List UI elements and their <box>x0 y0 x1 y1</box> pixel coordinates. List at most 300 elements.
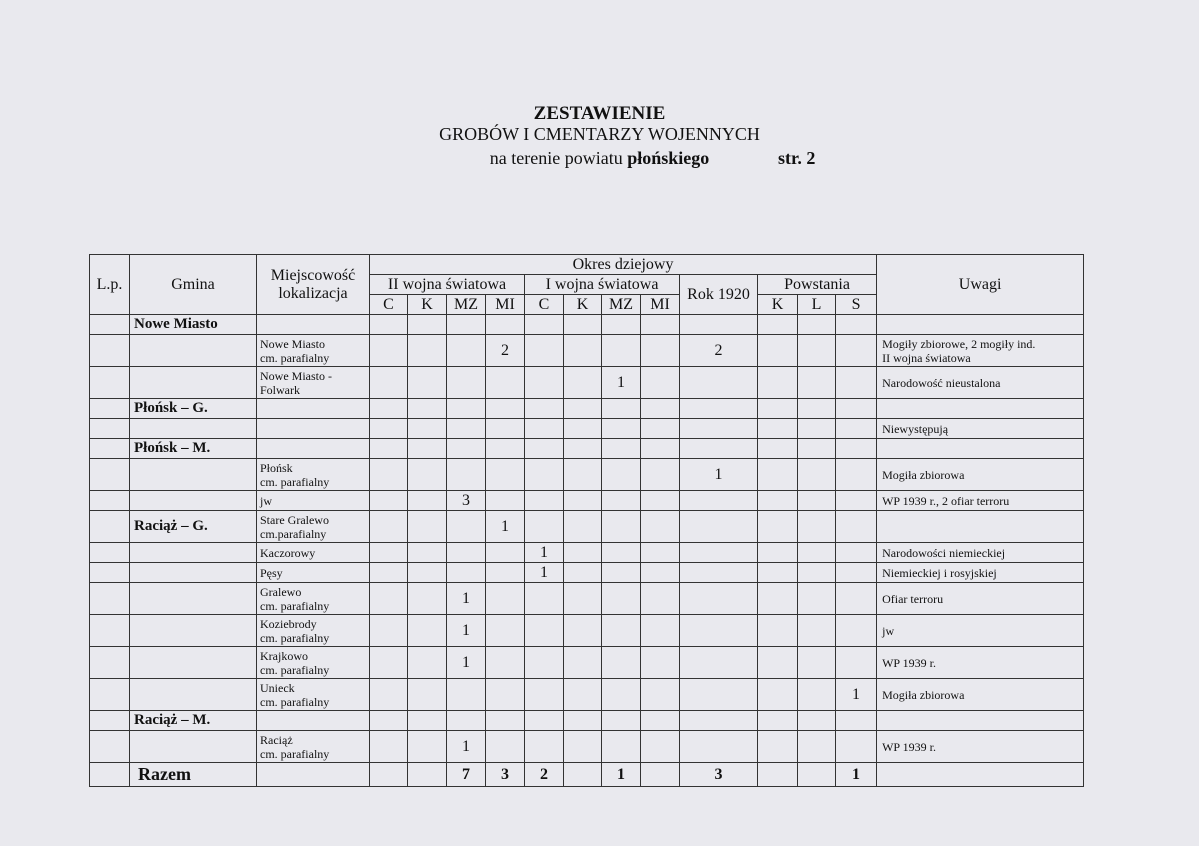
count-cell <box>641 491 680 511</box>
count-cell <box>798 335 836 367</box>
header-uwagi: Uwagi <box>877 255 1084 315</box>
count-cell <box>408 367 447 399</box>
total-count: 3 <box>486 763 525 787</box>
table-row <box>90 367 1084 399</box>
uwagi-line: Narodowości niemieckiej <box>882 545 1006 560</box>
count-cell <box>525 419 564 439</box>
count-cell: 1 <box>447 583 486 615</box>
empty-cell <box>447 315 486 335</box>
title-region-name: płońskiego <box>627 148 710 168</box>
title-region-prefix: na terenie powiatu <box>489 148 623 168</box>
count-cell <box>564 731 602 763</box>
count-cell <box>602 731 641 763</box>
empty-cell <box>486 711 525 731</box>
count-cell <box>758 679 798 711</box>
gmina-name: Płońsk – M. <box>130 439 257 459</box>
count-cell <box>408 583 447 615</box>
header-ww1-mz: MZ <box>602 295 641 315</box>
count-cell <box>798 731 836 763</box>
gmina-name: Płońsk – G. <box>130 399 257 419</box>
count-cell <box>486 367 525 399</box>
count-cell <box>758 615 798 647</box>
gmina-name <box>130 679 257 711</box>
empty-cell <box>564 439 602 459</box>
empty-cell <box>836 315 877 335</box>
header-ww1-k: K <box>564 295 602 315</box>
count-cell <box>758 491 798 511</box>
count-cell <box>370 511 408 543</box>
count-cell <box>564 647 602 679</box>
count-cell <box>370 583 408 615</box>
location-line: Nowe Miasto <box>260 336 325 351</box>
count-cell <box>408 335 447 367</box>
empty-cell <box>525 315 564 335</box>
empty-cell <box>370 711 408 731</box>
count-cell <box>758 543 798 563</box>
header-lp: L.p. <box>90 255 130 315</box>
count-cell <box>836 419 877 439</box>
lp-cell <box>90 335 130 367</box>
empty-cell <box>641 315 680 335</box>
total-count: 2 <box>525 763 564 787</box>
header-powstania-k: K <box>758 295 798 315</box>
count-cell <box>370 459 408 491</box>
count-cell: 1 <box>447 647 486 679</box>
table-row <box>90 679 1084 711</box>
count-cell <box>798 491 836 511</box>
count-cell: 1 <box>486 511 525 543</box>
count-cell <box>836 543 877 563</box>
count-cell <box>408 679 447 711</box>
total-count: 1 <box>836 763 877 787</box>
uwagi-line: Niemieckiej i rosyjskiej <box>882 565 997 580</box>
lp-cell <box>90 491 130 511</box>
uwagi-line: Mogiła zbiorowa <box>882 467 965 482</box>
count-cell <box>758 335 798 367</box>
count-cell <box>836 367 877 399</box>
location-line: Stare Gralewo <box>260 512 329 527</box>
location-cell <box>257 335 370 367</box>
count-cell <box>564 459 602 491</box>
uwagi-line: Mogiła zbiorowa <box>882 687 965 702</box>
count-cell <box>641 459 680 491</box>
count-cell <box>758 419 798 439</box>
gmina-name <box>130 615 257 647</box>
count-cell <box>447 335 486 367</box>
count-cell <box>602 647 641 679</box>
location-line: Nowe Miasto - <box>260 368 332 383</box>
gmina-name <box>130 543 257 563</box>
location-line: Folwark <box>260 382 300 397</box>
lp-cell <box>90 543 130 563</box>
count-cell <box>408 459 447 491</box>
gmina-name: Raciąż – M. <box>130 711 257 731</box>
count-cell <box>447 511 486 543</box>
location-line: Kaczorowy <box>260 545 316 560</box>
count-cell <box>370 647 408 679</box>
table-row <box>90 647 1084 679</box>
location-cell <box>257 563 370 583</box>
location-line: cm. parafialny <box>260 474 330 489</box>
count-cell <box>798 679 836 711</box>
total-count: 1 <box>602 763 641 787</box>
total-count <box>798 763 836 787</box>
count-cell <box>486 543 525 563</box>
uwagi-cell <box>877 335 1084 367</box>
uwagi-line: Narodowość nieustalona <box>882 375 1001 390</box>
count-cell <box>836 511 877 543</box>
count-cell <box>370 543 408 563</box>
header-okres: Okres dziejowy <box>370 255 877 275</box>
count-cell <box>641 563 680 583</box>
lp-cell <box>90 679 130 711</box>
count-cell <box>602 679 641 711</box>
table-row <box>90 563 1084 583</box>
empty-cell <box>408 711 447 731</box>
empty-cell <box>877 763 1084 787</box>
empty-cell <box>257 399 370 419</box>
count-cell <box>447 367 486 399</box>
table-row <box>90 615 1084 647</box>
uwagi-cell <box>877 563 1084 583</box>
location-line: Raciąż <box>260 732 293 747</box>
count-cell <box>680 491 758 511</box>
count-cell <box>447 563 486 583</box>
table-row <box>90 583 1084 615</box>
count-cell <box>836 335 877 367</box>
empty-cell <box>447 711 486 731</box>
empty-cell <box>408 399 447 419</box>
count-cell <box>564 563 602 583</box>
title-subtitle: GROBÓW I CMENTARZY WOJENNYCH <box>439 124 760 144</box>
count-cell <box>758 459 798 491</box>
lp-cell <box>90 399 130 419</box>
uwagi-line: II wojna światowa <box>882 350 971 365</box>
gmina-name <box>130 367 257 399</box>
location-line: Unieck <box>260 680 295 695</box>
count-cell <box>370 335 408 367</box>
empty-cell <box>602 315 641 335</box>
location-cell <box>257 679 370 711</box>
empty-cell <box>602 399 641 419</box>
count-cell <box>836 731 877 763</box>
count-cell <box>408 419 447 439</box>
count-cell: 1 <box>525 543 564 563</box>
empty-cell <box>641 399 680 419</box>
empty-cell <box>408 439 447 459</box>
header-ww2-mz: MZ <box>447 295 486 315</box>
count-cell: 3 <box>447 491 486 511</box>
count-cell <box>564 491 602 511</box>
count-cell <box>836 491 877 511</box>
count-cell <box>486 563 525 583</box>
gmina-name <box>130 583 257 615</box>
title-region <box>0 148 1199 169</box>
lp-cell <box>90 647 130 679</box>
empty-cell <box>877 711 1084 731</box>
location-cell <box>257 459 370 491</box>
uwagi-line: Niewystępują <box>882 421 949 436</box>
header-ww2-k: K <box>408 295 447 315</box>
uwagi-line: WP 1939 r. <box>882 739 936 754</box>
table-row <box>90 399 1084 419</box>
empty-cell <box>641 439 680 459</box>
count-cell <box>525 731 564 763</box>
gmina-name <box>130 459 257 491</box>
count-cell <box>798 583 836 615</box>
header-ww1-mi: MI <box>641 295 680 315</box>
total-row <box>90 763 1084 787</box>
empty-cell <box>798 711 836 731</box>
count-cell <box>408 511 447 543</box>
empty-cell <box>447 439 486 459</box>
count-cell <box>525 615 564 647</box>
count-cell <box>758 563 798 583</box>
empty-cell <box>525 399 564 419</box>
empty-cell <box>680 399 758 419</box>
lp-cell <box>90 459 130 491</box>
count-cell <box>564 367 602 399</box>
count-cell <box>680 679 758 711</box>
count-cell <box>525 647 564 679</box>
count-cell <box>641 679 680 711</box>
empty-cell <box>602 439 641 459</box>
table-row <box>90 711 1084 731</box>
count-cell <box>602 563 641 583</box>
count-cell <box>525 459 564 491</box>
empty-cell <box>564 711 602 731</box>
count-cell <box>525 335 564 367</box>
header-rok1920: Rok 1920 <box>680 275 758 315</box>
count-cell <box>758 647 798 679</box>
count-cell <box>798 367 836 399</box>
total-label: Razem <box>130 763 257 787</box>
uwagi-cell <box>877 731 1084 763</box>
uwagi-line: WP 1939 r. <box>882 655 936 670</box>
count-cell <box>680 583 758 615</box>
count-cell <box>447 679 486 711</box>
count-cell <box>486 679 525 711</box>
header-powstania-l: L <box>798 295 836 315</box>
gmina-name <box>130 563 257 583</box>
count-cell <box>486 459 525 491</box>
lp-cell <box>90 763 130 787</box>
total-count: 3 <box>680 763 758 787</box>
location-line: Koziebrody <box>260 616 317 631</box>
count-cell <box>602 543 641 563</box>
empty-cell <box>486 399 525 419</box>
empty-cell <box>836 711 877 731</box>
count-cell <box>602 335 641 367</box>
count-cell <box>486 419 525 439</box>
empty-cell <box>758 439 798 459</box>
count-cell: 2 <box>486 335 525 367</box>
page-number: str. 2 <box>778 148 816 168</box>
count-cell <box>370 563 408 583</box>
count-cell <box>370 679 408 711</box>
count-cell <box>836 615 877 647</box>
empty-cell <box>486 315 525 335</box>
count-cell <box>798 511 836 543</box>
count-cell <box>370 419 408 439</box>
gmina-name <box>130 335 257 367</box>
count-cell <box>408 543 447 563</box>
count-cell <box>680 647 758 679</box>
count-cell <box>564 419 602 439</box>
location-line: cm. parafialny <box>260 694 330 709</box>
count-cell <box>525 367 564 399</box>
count-cell <box>486 731 525 763</box>
count-cell <box>641 511 680 543</box>
total-count <box>564 763 602 787</box>
count-cell <box>408 491 447 511</box>
count-cell: 2 <box>680 335 758 367</box>
count-cell <box>758 583 798 615</box>
location-cell <box>257 419 370 439</box>
gmina-name: Nowe Miasto <box>130 315 257 335</box>
empty-cell <box>680 439 758 459</box>
count-cell <box>798 615 836 647</box>
uwagi-cell <box>877 459 1084 491</box>
empty-cell <box>758 711 798 731</box>
empty-cell <box>758 399 798 419</box>
count-cell <box>680 731 758 763</box>
empty-cell <box>602 711 641 731</box>
count-cell <box>680 419 758 439</box>
location-line: cm. parafialny <box>260 630 330 645</box>
count-cell <box>798 543 836 563</box>
count-cell <box>564 615 602 647</box>
uwagi-cell <box>877 367 1084 399</box>
count-cell <box>525 679 564 711</box>
count-cell <box>758 731 798 763</box>
lp-cell <box>90 563 130 583</box>
header-ww1-c: C <box>525 295 564 315</box>
uwagi-line: Ofiar terroru <box>882 591 944 606</box>
empty-cell <box>370 399 408 419</box>
count-cell <box>447 543 486 563</box>
count-cell <box>641 615 680 647</box>
count-cell <box>408 731 447 763</box>
uwagi-line: WP 1939 r., 2 ofiar terroru <box>882 493 1010 508</box>
table-row <box>90 731 1084 763</box>
empty-cell <box>836 439 877 459</box>
count-cell <box>602 615 641 647</box>
count-cell <box>836 563 877 583</box>
count-cell <box>564 583 602 615</box>
lp-cell <box>90 315 130 335</box>
empty-cell <box>257 315 370 335</box>
uwagi-line: Mogiły zbiorowe, 2 mogiły ind. <box>882 336 1036 351</box>
uwagi-cell <box>877 679 1084 711</box>
count-cell <box>641 335 680 367</box>
count-cell <box>602 583 641 615</box>
count-cell <box>370 615 408 647</box>
empty-cell <box>257 439 370 459</box>
count-cell <box>564 511 602 543</box>
empty-cell <box>877 315 1084 335</box>
header-powstania: Powstania <box>758 275 877 295</box>
count-cell <box>680 367 758 399</box>
count-cell <box>758 367 798 399</box>
header-gmina: Gmina <box>130 255 257 315</box>
count-cell <box>370 491 408 511</box>
empty-cell <box>525 439 564 459</box>
count-cell <box>602 491 641 511</box>
total-count: 7 <box>447 763 486 787</box>
count-cell: 1 <box>680 459 758 491</box>
count-cell <box>758 511 798 543</box>
count-cell: 1 <box>525 563 564 583</box>
count-cell <box>564 679 602 711</box>
empty-cell <box>877 399 1084 419</box>
location-cell <box>257 511 370 543</box>
location-line: Płońsk <box>260 460 293 475</box>
count-cell <box>525 511 564 543</box>
lp-cell <box>90 731 130 763</box>
table-row <box>90 315 1084 335</box>
empty-cell <box>798 315 836 335</box>
table-row <box>90 419 1084 439</box>
location-cell <box>257 491 370 511</box>
count-cell <box>602 459 641 491</box>
count-cell <box>602 419 641 439</box>
count-cell: 1 <box>836 679 877 711</box>
gmina-name: Raciąż – G. <box>130 511 257 543</box>
lp-cell <box>90 511 130 543</box>
count-cell <box>641 731 680 763</box>
location-line: Pęsy <box>260 565 283 580</box>
empty-cell <box>447 399 486 419</box>
empty-cell <box>836 399 877 419</box>
total-count <box>408 763 447 787</box>
header-miejscowosc: Miejscowość lokalizacja <box>257 255 370 315</box>
gmina-name <box>130 491 257 511</box>
location-line: cm. parafialny <box>260 598 330 613</box>
count-cell: 1 <box>447 731 486 763</box>
empty-cell <box>257 763 370 787</box>
uwagi-cell <box>877 615 1084 647</box>
count-cell <box>486 491 525 511</box>
count-cell <box>641 583 680 615</box>
location-cell <box>257 543 370 563</box>
header-powstania-s: S <box>836 295 877 315</box>
count-cell <box>836 647 877 679</box>
count-cell <box>641 367 680 399</box>
lp-cell <box>90 615 130 647</box>
empty-cell <box>525 711 564 731</box>
count-cell <box>680 543 758 563</box>
gmina-name <box>130 647 257 679</box>
location-line: jw <box>260 493 272 508</box>
uwagi-cell <box>877 583 1084 615</box>
empty-cell <box>486 439 525 459</box>
table-row <box>90 491 1084 511</box>
lp-cell <box>90 583 130 615</box>
uwagi-cell <box>877 419 1084 439</box>
uwagi-cell <box>877 511 1084 543</box>
count-cell <box>680 563 758 583</box>
count-cell <box>486 583 525 615</box>
location-line: cm. parafialny <box>260 350 330 365</box>
empty-cell <box>680 711 758 731</box>
location-cell <box>257 615 370 647</box>
location-cell <box>257 731 370 763</box>
empty-cell <box>564 399 602 419</box>
empty-cell <box>798 399 836 419</box>
count-cell <box>370 731 408 763</box>
count-cell: 1 <box>602 367 641 399</box>
